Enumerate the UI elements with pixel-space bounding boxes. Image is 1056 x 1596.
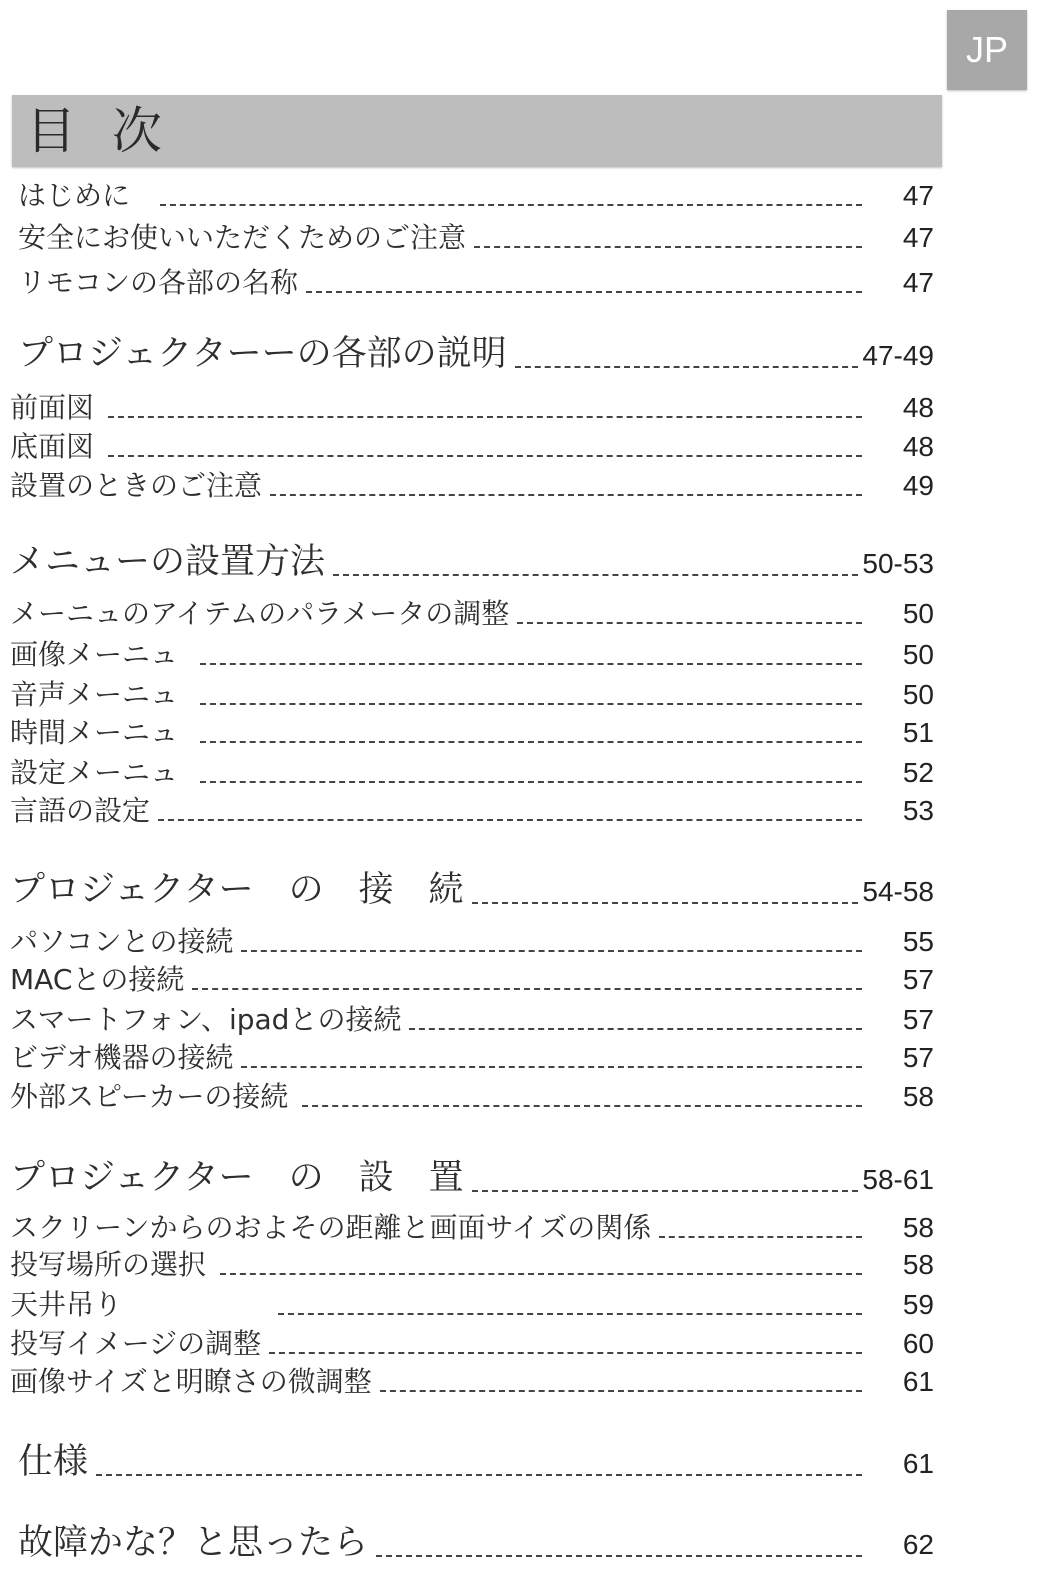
toc-entry-page: 57: [902, 964, 934, 995]
toc-section-label: 仕様: [18, 1442, 89, 1482]
toc-entry-page: 58: [902, 1212, 934, 1243]
language-tab: JP: [947, 10, 1027, 90]
leader-dots: [333, 574, 858, 576]
toc-entry-label: 底面図: [10, 430, 95, 463]
toc-entry-label: 外部スピーカーの接続: [10, 1080, 289, 1113]
toc-entry[interactable]: [10, 924, 934, 960]
toc-entry-page: 47: [902, 222, 934, 253]
toc-entry-label: パソコンとの接続: [10, 925, 234, 958]
toc-entry[interactable]: [10, 1210, 934, 1246]
toc-entry-label: MACとの接続: [10, 963, 185, 996]
toc-entry[interactable]: [18, 220, 934, 256]
leader-dots: [376, 1555, 862, 1557]
toc-entry[interactable]: [10, 1326, 934, 1362]
leader-dots: [380, 1390, 862, 1392]
toc-entry-label: 設置のときのご注意: [10, 469, 263, 502]
toc-section-heading[interactable]: [10, 868, 934, 912]
leader-dots: [241, 950, 862, 952]
toc-entry-label: 言語の設定: [10, 794, 151, 827]
toc-entry-label: 画像メーニュ: [10, 638, 179, 671]
toc-section-pages: 58-61: [862, 1164, 934, 1195]
leader-dots: [472, 902, 859, 904]
toc-entry-label: スマートフォン、ipadとの接続: [10, 1003, 402, 1036]
toc-section-pages: 47-49: [862, 340, 934, 371]
toc-section-label: 故障かな？と思ったら: [18, 1523, 369, 1563]
toc-entry-label: 画像サイズと明瞭さの微調整: [10, 1365, 372, 1398]
toc-section-pages: 61: [902, 1448, 934, 1479]
leader-dots: [200, 703, 862, 705]
leader-dots: [241, 1066, 862, 1068]
toc-entry-page: 48: [902, 431, 934, 462]
toc-section-label: プロジェクター の 接 続: [10, 870, 464, 910]
toc-entry[interactable]: [10, 677, 934, 713]
toc-section-label: メニューの設置方法: [10, 542, 326, 582]
leader-dots: [158, 819, 862, 821]
leader-dots: [278, 1313, 862, 1315]
toc-entry[interactable]: [18, 265, 934, 301]
toc-entry[interactable]: [10, 637, 934, 673]
leader-dots: [108, 416, 862, 418]
toc-entry[interactable]: [10, 429, 934, 465]
toc-entry[interactable]: [10, 793, 934, 829]
leader-dots: [306, 291, 862, 293]
toc-entry-page: 50: [902, 598, 934, 629]
leader-dots: [515, 366, 859, 368]
toc-section-pages: 62: [902, 1529, 934, 1560]
toc-entry-page: 58: [902, 1249, 934, 1280]
toc-entry[interactable]: [10, 755, 934, 791]
toc-entry-page: 47: [902, 180, 934, 211]
page-title: 目 次: [26, 102, 172, 160]
toc-entry-label: スクリーンからのおよその距離と画面サイズの関係: [10, 1211, 652, 1244]
leader-dots: [200, 741, 862, 743]
toc-entry[interactable]: [10, 1002, 934, 1038]
toc-entry[interactable]: [10, 1364, 934, 1400]
toc-section-label: プロジェクター の 設 置: [10, 1158, 464, 1198]
toc-entry-label: リモコンの各部の名称: [18, 266, 299, 299]
leader-dots: [659, 1236, 862, 1238]
leader-dots: [220, 1273, 862, 1275]
toc-entry-page: 50: [902, 679, 934, 710]
toc-section-heading[interactable]: [10, 540, 934, 584]
toc-entry-label: 投写場所の選択: [10, 1248, 207, 1281]
leader-dots: [108, 455, 862, 457]
toc-section-heading[interactable]: [18, 1521, 934, 1565]
leader-dots: [200, 781, 862, 783]
toc-entry-label: はじめに: [18, 179, 131, 212]
toc-entry-label: 前面図: [10, 391, 95, 424]
toc-entry[interactable]: [10, 1040, 934, 1076]
toc-section-heading[interactable]: [10, 1156, 934, 1200]
toc-entry-label: 音声メーニュ: [10, 678, 179, 711]
leader-dots: [270, 494, 862, 496]
toc-entry-label: 天井吊り: [10, 1288, 123, 1321]
toc-entry-page: 48: [902, 392, 934, 423]
toc-entry[interactable]: [10, 962, 934, 998]
toc-section-pages: 54-58: [862, 876, 934, 907]
toc-entry-page: 59: [902, 1289, 934, 1320]
toc-entry[interactable]: [10, 1247, 934, 1283]
toc-entry-page: 61: [902, 1366, 934, 1397]
leader-dots: [409, 1028, 862, 1030]
toc-entry-label: 投写イメージの調整: [10, 1327, 262, 1360]
toc-entry-page: 55: [902, 926, 934, 957]
toc-section-heading[interactable]: [18, 332, 934, 376]
leader-dots: [472, 1190, 859, 1192]
toc-entry[interactable]: [10, 1079, 934, 1115]
toc-entry-page: 58: [902, 1081, 934, 1112]
toc-entry-page: 60: [902, 1328, 934, 1359]
leader-dots: [160, 204, 862, 206]
toc-entry[interactable]: [10, 468, 934, 504]
toc-entry-page: 47: [902, 267, 934, 298]
toc-entry-page: 50: [902, 639, 934, 670]
toc-entry-label: ビデオ機器の接続: [10, 1041, 234, 1074]
toc-section-pages: 50-53: [862, 548, 934, 579]
toc-entry[interactable]: [18, 178, 934, 214]
leader-dots: [269, 1352, 862, 1354]
toc-entry-label: 設定メーニュ: [10, 756, 179, 789]
toc-entry[interactable]: [10, 390, 934, 426]
leader-dots: [474, 246, 862, 248]
toc-entry-label: メーニュのアイテムのパラメータの調整: [10, 597, 510, 630]
leader-dots: [200, 663, 862, 665]
toc-entry-label: 時間メーニュ: [10, 716, 179, 749]
toc-section-label: プロジェクターーの各部の説明: [18, 334, 507, 374]
toc-entry-page: 57: [902, 1042, 934, 1073]
leader-dots: [517, 622, 862, 624]
toc-entry-page: 51: [902, 717, 934, 748]
toc-entry-page: 49: [902, 470, 934, 501]
title-bar: [12, 95, 942, 167]
toc-entry-label: 安全にお使いいただくためのご注意: [18, 221, 467, 254]
toc-entry[interactable]: [10, 1287, 934, 1323]
toc-entry-page: 53: [902, 795, 934, 826]
toc-entry-page: 52: [902, 757, 934, 788]
toc-section-heading[interactable]: [18, 1440, 934, 1484]
leader-dots: [192, 988, 862, 990]
toc-entry-page: 57: [902, 1004, 934, 1035]
toc-entry[interactable]: [10, 596, 934, 632]
leader-dots: [302, 1105, 862, 1107]
leader-dots: [96, 1474, 862, 1476]
toc-entry[interactable]: [10, 715, 934, 751]
